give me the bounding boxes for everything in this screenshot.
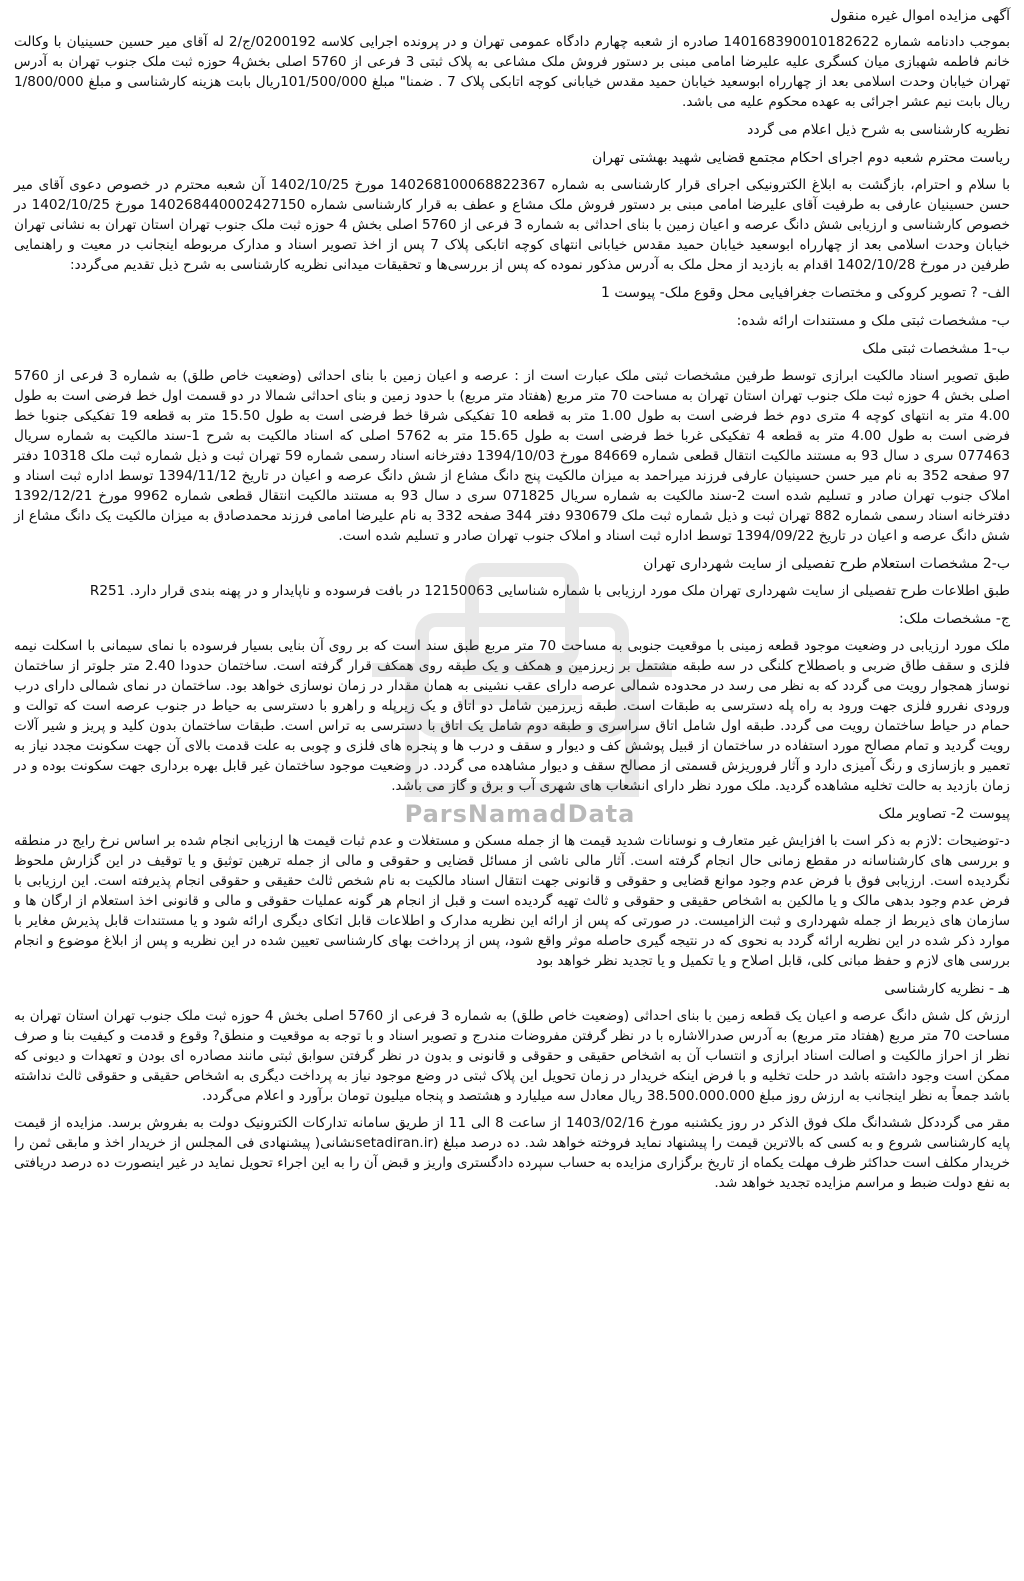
section-be2-heading: ب-2 مشخصات استعلام طرح تفصیلی از سایت شهرداری تهران <box>643 556 1010 572</box>
watermark-text: ParsNamadData <box>404 800 636 828</box>
expert-opinion-announce: نظریه کارشناسی به شرح ذیل اعلام می گردد <box>747 122 1010 138</box>
registration-details-paragraph: طبق تصویر اسناد مالکیت ابرازی توسط طرفین مشخصات ثبتی ملک عبارت است از : عرصه و اعیان زمین با بنای احداثی (وضعیت خاص طلق) به شماره 3 فرعی از 5760 اصلی بخش 4 حوزه ثبت ملک جنوب تهران استان تهران به مساحت 70 متر مربع (هفتاد متر مربع) با حدود زمین و بنای احداثی شمالا در دو قسمت اول خط فرضی است به طول 4.00 متر به انتهای کوچه 4 متری دوم خط فرضی است به طول 1.00 متر به قطعه 10 تفکیکی شرقا خط فرضی است به طول 15.50 متر به قطعه 19 تفکیکی جنوبا خط فرضی است به طول 4.00 متر به قطعه 4 تفکیکی غربا خط فرضی است به طول 15.65 متر به 5762 اصلی که اسناد مالکیت به شرح 1-سند مالکیت به شماره سریال 077463 سری د سال 93 به مستند مالکیت انتقال قطعی شماره 84669 مورخ 1394/10/03 دفترخانه اسناد رسمی شماره 59 تهران ثبت و ذیل شماره ثبت ملک 10318 دفتر 97 صفحه 352 به نام میر حسن حسینیان عارفی فرزند میراحمد به میزان مالکیت پنج دانگ مشاع از شش دانگ عرصه و اعیان در تاریخ 1394/11/12 توسط اداره ثبت اسناد و املاک جنوب تهران صادر و تسلیم شده است 2-سند مالکیت به شماره سریال 071825 سری د سال 93 به مستند مالکیت انتقال قطعی شماره 9962 مورخ 1392/12/21 دفترخانه اسناد رسمی شماره 882 تهران ثبت و ذیل شماره ثبت ملک 930679 دفتر 344 صفحه 332 به نام علیرضا امامی فرزند محمدصادق به میزان مالکیت یک دانگ مشاع از شش دانگ عرصه و اعیان در تاریخ 1394/09/22 توسط اداره ثبت اسناد و املاک جنوب تهران صادر و تسلیم شده است. <box>14 368 1011 544</box>
auction-terms-paragraph: مقر می گرددکل ششدانگ ملک فوق الذکر در روز یکشنبه مورخ 1403/02/16 از ساعت 8 الی 11 از طریق سامانه تدارکات الکترونیک دولت به بفروش برسد. مزایده از قیمت پایه کارشناسی شروع و به کسی که بالاترین قیمت را پیشنهاد نماید فروخته خواهد شد. ده درصد مبلغ (setadiran.irنشانی( پیشنهادی فی المجلس از خریدار اخذ و مابقی ثمن را خریدار مکلف است حداکثر ظرف مهلت یکماه از تاریخ برگزاری مزایده به حساب سپرده دادگستری واریز و قبض آن را به این اجراء تحویل نماید در غیر اینصورت ده درصد دریافتی به نفع دولت ضبط و مراسم مزایده تجدید خواهد شد. <box>14 1115 1010 1191</box>
section-jim-heading: ج- مشخصات ملک: <box>899 611 1010 627</box>
greeting-paragraph: با سلام و احترام، بازگشت به ابلاغ الکترونیکی اجرای قرار کارشناسی به شماره 140268100068822367 مورخ 1402/10/25 آن شعبه محترم در خصوص دعوی آقای میر حسن حسینیان عارفی به طرفیت آقای علیرضا امامی مبنی بر دستور فروش ملک مشاع و عطف به قرار کارشناسی شماره 140268440002427150 مورخ 1402/10/25 در خصوص کارشناسی و ارزیابی شش دانگ عرصه و اعیان زمین با بنای احداثی به شماره 3 فرعی از 5760 اصلی بخش 4 حوزه ثبت ملک جنوب تهران استان تهران به نشانی تهران خیابان وحدت اسلامی بعد از چهارراه ابوسعید خیابان حمید مقدس خیابانی انتهای کوچه اتابکی پلاک 7 پس از اخذ تصویر اسناد و مدارک مربوطه اینجانب در معیت و راهنمایی طرفین در مورخ 1402/10/28 اقدام به بازدید از محل ملک به آدرس مذکور نموده که پس از بررسی‌ها و تحقیقات میدانی نظریه کارشناسی به شرح ذیل تقدیم می‌گردد: <box>14 177 1010 273</box>
notice-title: آگهی مزایده اموال غیره منقول <box>830 8 1010 24</box>
section-he-heading: هـ - نظریه کارشناسی <box>884 981 1010 997</box>
municipality-plan-paragraph: طبق اطلاعات طرح تفصیلی از سایت شهرداری تهران ملک مورد ارزیابی با شماره شناسایی 12150063 در بافت فرسوده و ناپایدار و در پهنه بندی قرار دارد. R251 <box>89 583 1010 599</box>
valuation-paragraph: ارزش کل شش دانگ عرصه و اعیان یک قطعه زمین با بنای احداثی (وضعیت خاص طلق) به شماره 3 فرعی از 5760 اصلی بخش 4 حوزه ثبت ملک جنوب تهران استان تهران به مساحت 70 متر مربع (هفتاد متر مربع) به آدرس صدرالاشاره با در نظر گرفتن مفروضات مندرج و تصویر اسناد و با توجه به موقعیت و منطق? وقوع و قدمت و کیفیت بنا و صرف نظر از احراز مالکیت و اصالت اسناد ابرازی و انتساب آن به اشخاص حقیقی و حقوقی و قانونی و بدون در نظر گرفتن سوابق ثبتی مانند مصادره ای بودن و تعهدات و دیونی که ممکن است وجود داشته باشد در حلت تخلیه و با فرض اینکه خریدار در زمان تحویل این پلاک ثبتی در وضع موجود نیاز به پرداخت دیگری به اشخاص حقیقی و حقوقی ثالث نداشته باشد جمعاً به نظر اینجانب به ارزش روز مبلغ 38.500.000.000 ریال معادل سه میلیارد و هشتصد و پنجاه میلیون تومان برآورد و اعلام می‌گردد. <box>14 1008 1011 1104</box>
intro-paragraph: بموجب دادنامه شماره 140168390010182622 صادره از شعبه چهارم دادگاه عمومی تهران و در پرونده اجرایی کلاسه 0200192/ج/2 له آقای میر حسین حسینیان با وکالت خانم فاطمه شهبازی میان کسگری علیه علیرضا امامی مبنی بر دستور فروش ملک مشاعی به پلاک ثبتی 3 فرعی از 5760 اصلی بخش4 حوزه ثبت ملک جنوب تهران به آدرس تهران خیابان وحدت اسلامی بعد از چهارراه ابوسعید خیابان حمید مقدس خیابانی کوچه اتابکی پلاک 7 . ضمنا" مبلغ 101/500/000ریال بابت هزینه کارشناسی و مبلغ 1/800/000 ریال بابت نیم عشر اجرائی به عهده محکوم علیه می باشد. <box>14 34 1010 110</box>
property-description-paragraph: ملک مورد ارزیابی در وضعیت موجود قطعه زمینی با موقعیت جنوبی به مساحت 70 متر مربع طبق سند است که بر روی آن بنایی بسیار فرسوده با نمای سیمانی با اسکلت نیمه فلزی و سقف طاق ضربی و باصطلاح کلنگی در سه طبقه مشتمل بر زیرزمین و همکف و یک طبقه روی همکف قرار گرفته است. ساختمان حدودا 2.40 متر جلوتر از ساختمان نوساز همجوار رویت می گردد که به نظر می رسد در محدوده شمالی عرصه دارای عقب نشینی به همان مقدار در زمان نوسازی خواهد بود. ساختمان در نمای شمالی دارای درب ورودی نفررو فلزی جهت ورود به راه پله دسترسی به طبقات است. طبقه زیرزمین شامل دو اتاق و یک زیرپله و راهرو با دسترسی به حیاط در جنوب عرصه است که توالت و حمام در حیاط ساختمان رویت می گردد. طبقه اول شامل اتاق سراسری و طبقه دوم شامل یک اتاق با دسترسی به تراس است. طبقات ساختمان بدون کلید و پریز و شیر آلات رویت گردید و تمام مصالح مورد استفاده در ساختمان از قبیل پوشش کف و دیوار و سقف و درب ها و پنجره های فلزی و چوبی به علت قدمت بالای آن جهت سکونت مجدد نیاز به تعمیر و بازسازی و رنگ آمیزی دارد و آثار فروریزش قسمتی از مصالح سقف و دیوار مشاهده می گردد. در وضعیت موجود ساختمان غیر قابل بهره برداری جهت سکونت بوده و در زمان بازدید به حالت تخلیه مشاهده گردید. ملک مورد نظر دارای انشعاب های شهری آب و برق و گاز می باشد. <box>14 638 1010 794</box>
addressee-line: ریاست محترم شعبه دوم اجرای احکام مجتمع قضایی شهید بهشتی تهران <box>592 150 1010 166</box>
attachment-2-heading: پیوست 2- تصاویر ملک <box>878 806 1010 822</box>
section-alef-heading: الف- ? تصویر کروکی و مختصات جغرافیایی محل وقوع ملک- پیوست 1 <box>601 285 1010 301</box>
explanations-paragraph: د-توضیحات :لازم به ذکر است با افزایش غیر متعارف و نوسانات شدید قیمت ها از جمله مسکن و مستغلات و عدم ثبات قیمت ها ارزیابی انجام شده بر اساس نرخ رایج در منطقه و بررسی های کارشناسانه در مقطع زمانی حال انجام گرفته است. آثار مالی ناشی از مسائل قضایی و حقوقی و مالی از جمله ترهین توثیق و یا توقیف در این گزارش ملحوظ نگردیده است. ارزیابی فوق با فرض عدم وجود موانع قضایی و حقوقی و قانونی جهت انتقال اسناد مالکیت به نام شخص ثالث حقیقی و حقوقی انجام پذیرفته است. این ارزیابی با فرض عدم وجود بدهی مالک و یا مالکین به اشخاص حقیقی و حقوقی و ثالث تهیه گردیده است و قبل از انجام هر گونه عملیات حقوقی و مالی و قانونی اخذ استعلام از ارگان ها و سازمان های ذیربط از جمله شهرداری و ثبت الزامیست. در صورتی که پس از ارائه این نظریه مدارک و اطلاعات قابل اتکای دیگری ارائه شود و یا مستندات قابل پذیرش مغایر با موارد ذکر شده در این نظریه ارائه گردد به نحوی که در نتیجه گیری حاصله موثر واقع شود، پس از پرداخت بهای کارشناسی تعیین شده در این نظریه و پس از ابلاغ موضوع و انجام بررسی های لازم و حفظ مبانی کلی، قابل اصلاح و یا تکمیل و یا تجدید نظر خواهد بود <box>14 833 1010 969</box>
section-be-heading: ب- مشخصات ثبتی ملک و مستندات ارائه شده: <box>736 313 1010 329</box>
section-be1-heading: ب-1 مشخصات ثبتی ملک <box>862 341 1010 357</box>
